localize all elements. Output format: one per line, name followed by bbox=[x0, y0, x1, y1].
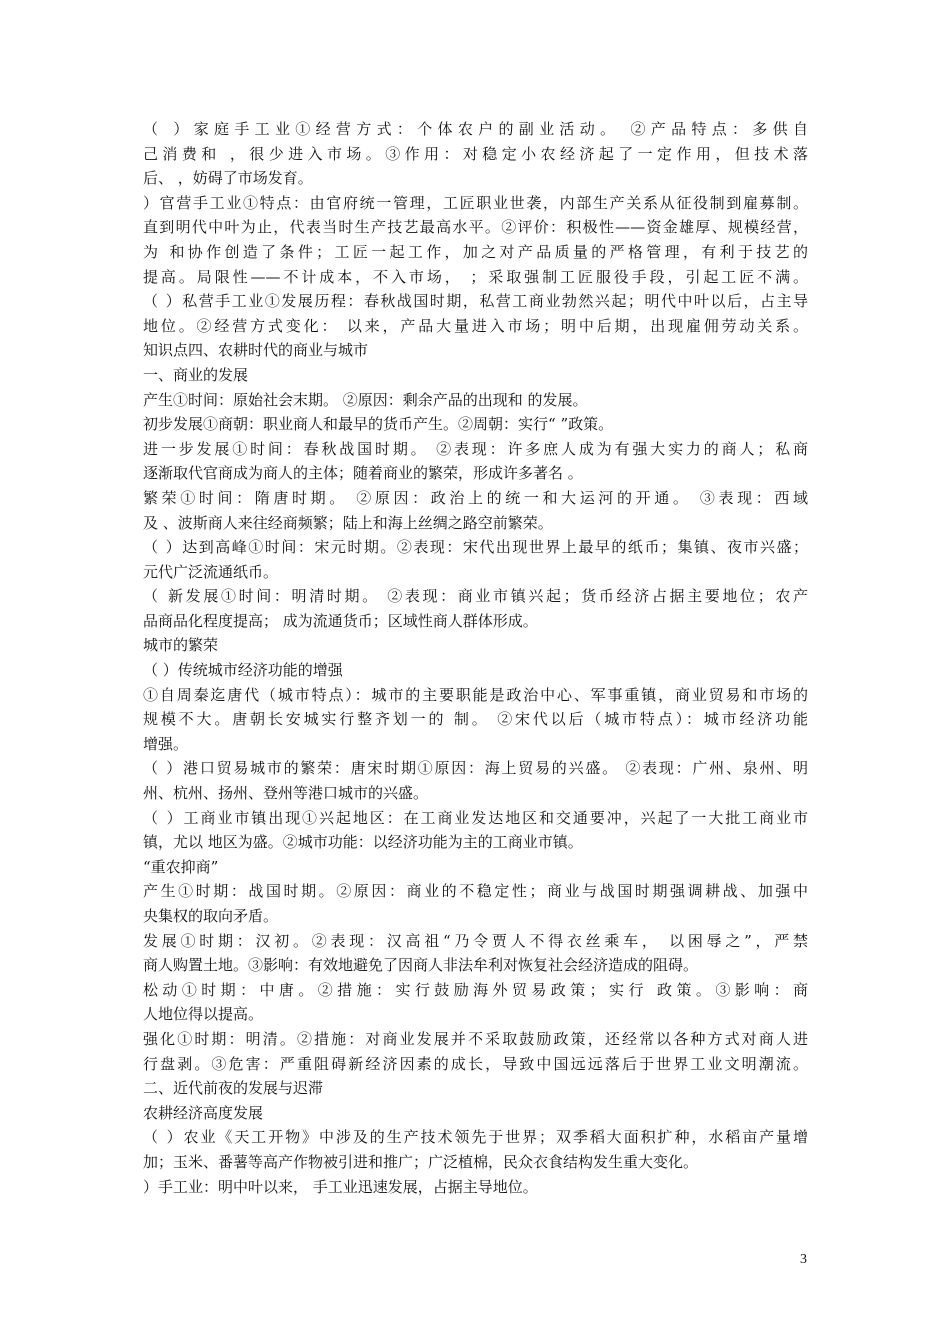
text-line: （ 新发展①时间：明清时期。 ②表现：商业市镇兴起；货币经济占据主要地位；农产 bbox=[143, 587, 808, 606]
text-line: 强化①时期：明清。②措施：对商业发展并不采取鼓励政策，还经常以各种方式对商人进 bbox=[143, 1029, 808, 1048]
text-line: 品商品化程度提高； 成为流通货币；区域性商人群体形成。 bbox=[143, 611, 538, 630]
text-line: 提高。局限性——不计成本，不入市场， ；采取强制工匠服役手段，引起工匠不满。 bbox=[143, 267, 808, 286]
page-number: 3 bbox=[800, 1252, 807, 1267]
text-line: 后、 ，妨碍了市场发育。 bbox=[143, 169, 313, 188]
section-heading: 知识点四、农耕时代的商业与城市 bbox=[143, 341, 369, 360]
text-line: 商人购置土地。③影响：有效地避免了因商人非法牟利对恢复社会经济造成的阻碍。 bbox=[143, 956, 699, 975]
text-line: 为 和协作创造了条件；工匠一起工作，加之对产品质量的严格管理，有利于技艺的 bbox=[143, 242, 808, 261]
text-line: 松动①时期：中唐。②措施：实行鼓励海外贸易政策；实行 政策。③影响：商 bbox=[143, 980, 808, 999]
text-line: 产生①时间：原始社会末期。 ②原因：剩余产品的出现和 的发展。 bbox=[143, 390, 588, 409]
document-body bbox=[143, 117, 808, 1199]
text-line: 央集权的取向矛盾。 bbox=[143, 907, 279, 925]
text-line: 己消费和 ，很少进入市场。③作用：对稳定小农经济起了一定作用，但技术落 bbox=[143, 144, 808, 163]
text-line: 进一步发展①时间：春秋战国时期。 ②表现：许多庶人成为有强大实力的商人；私商 bbox=[143, 439, 808, 458]
text-line: （ ）达到高峰①时间：宋元时期。②表现：宋代出现世界上最早的纸币；集镇、夜市兴盛； bbox=[143, 538, 808, 557]
text-line: 产生①时期：战国时期。②原因：商业的不稳定性；商业与战国时期强调耕战、加强中 bbox=[143, 882, 808, 901]
text-line: ）官营手工业①特点：由官府统一管理，工匠职业世袭，内部生产关系从征役制到雇募制。 bbox=[143, 193, 808, 212]
text-line: 人地位得以提高。 bbox=[143, 1005, 264, 1024]
text-line: （ ）港口贸易城市的繁荣：唐宋时期①原因：海上贸易的兴盛。 ②表现：广州、泉州、明 bbox=[143, 759, 808, 778]
text-line: 加；玉米、番薯等高产作物被引进和推广；广泛植棉，民众衣食结构发生重大变化。 bbox=[143, 1152, 699, 1171]
text-line: 直到明代中叶为止，代表当时生产技艺最高水平。②评价：积极性——资金雄厚、规模经营， bbox=[143, 218, 808, 237]
text-line: （ ）农业《天工开物》中涉及的生产技术领先于世界；双季稻大面积扩种，水稻亩产量增 bbox=[143, 1128, 808, 1147]
subsection-heading: 农耕经济高度发展 bbox=[143, 1103, 264, 1122]
text-line: （ ）传统城市经济功能的增强 bbox=[143, 661, 343, 680]
text-line: （ ）工商业市镇出现①兴起地区：在工商业发达地区和交通要冲，兴起了一大批工商业市 bbox=[143, 808, 808, 827]
text-line: 镇，尤以 地区为盛。②城市功能：以经济功能为主的工商业市镇。 bbox=[143, 833, 583, 852]
section-heading: 二、近代前夜的发展与迟滞 bbox=[143, 1079, 324, 1098]
text-line: 行盘剥。③危害：严重阻碍新经济因素的成长，导致中国远远落后于世界工业文明潮流。 bbox=[143, 1054, 808, 1073]
subsection-heading: 城市的繁荣 bbox=[143, 636, 219, 655]
text-line: 元代广泛流通纸币。 bbox=[143, 562, 279, 581]
text-line: ①自周秦迄唐代（城市特点）：城市的主要职能是政治中心、军事重镇，商业贸易和市场的 bbox=[143, 685, 808, 704]
text-line: 州、杭州、扬州、登州等港口城市的兴盛。 bbox=[143, 784, 429, 803]
text-line: 初步发展①商朝：职业商人和最早的货币产生。②周朝：实行“ ”政策。 bbox=[143, 415, 614, 434]
text-line: （ ）家庭手工业①经营方式：个体农户的副业活动。 ②产品特点：多供自 bbox=[143, 120, 808, 138]
text-line: 地位。②经营方式变化： 以来，产品大量进入市场；明中后期，出现雇佣劳动关系。 bbox=[143, 316, 808, 335]
subsection-heading: “重农抑商” bbox=[143, 857, 219, 876]
text-line: 逐渐取代官商成为商人的主体；随着商业的繁荣，形成许多著名 。 bbox=[143, 464, 583, 483]
text-line: 及 、波斯商人来往经商频繁；陆上和海上丝绸之路空前繁荣。 bbox=[143, 513, 553, 532]
text-line: （ ）私营手工业①发展历程：春秋战国时期，私营工商业勃然兴起；明代中叶以后，占主导 bbox=[143, 292, 808, 311]
text-line: 发展①时期：汉初。②表现：汉高祖“乃令贾人不得衣丝乘车， 以困辱之”，严禁 bbox=[143, 931, 808, 950]
text-line: 规模不大。唐朝长安城实行整齐划一的 制。 ②宋代以后（城市特点）：城市经济功能 bbox=[143, 710, 808, 729]
text-line: ）手工业：明中叶以来， 手工业迅速发展，占据主导地位。 bbox=[143, 1177, 538, 1196]
subsection-heading: 一、商业的发展 bbox=[143, 365, 249, 384]
text-line: 增强。 bbox=[143, 734, 189, 753]
text-line: 繁荣①时间：隋唐时期。 ②原因：政治上的统一和大运河的开通。 ③表现：西域 bbox=[143, 488, 808, 507]
